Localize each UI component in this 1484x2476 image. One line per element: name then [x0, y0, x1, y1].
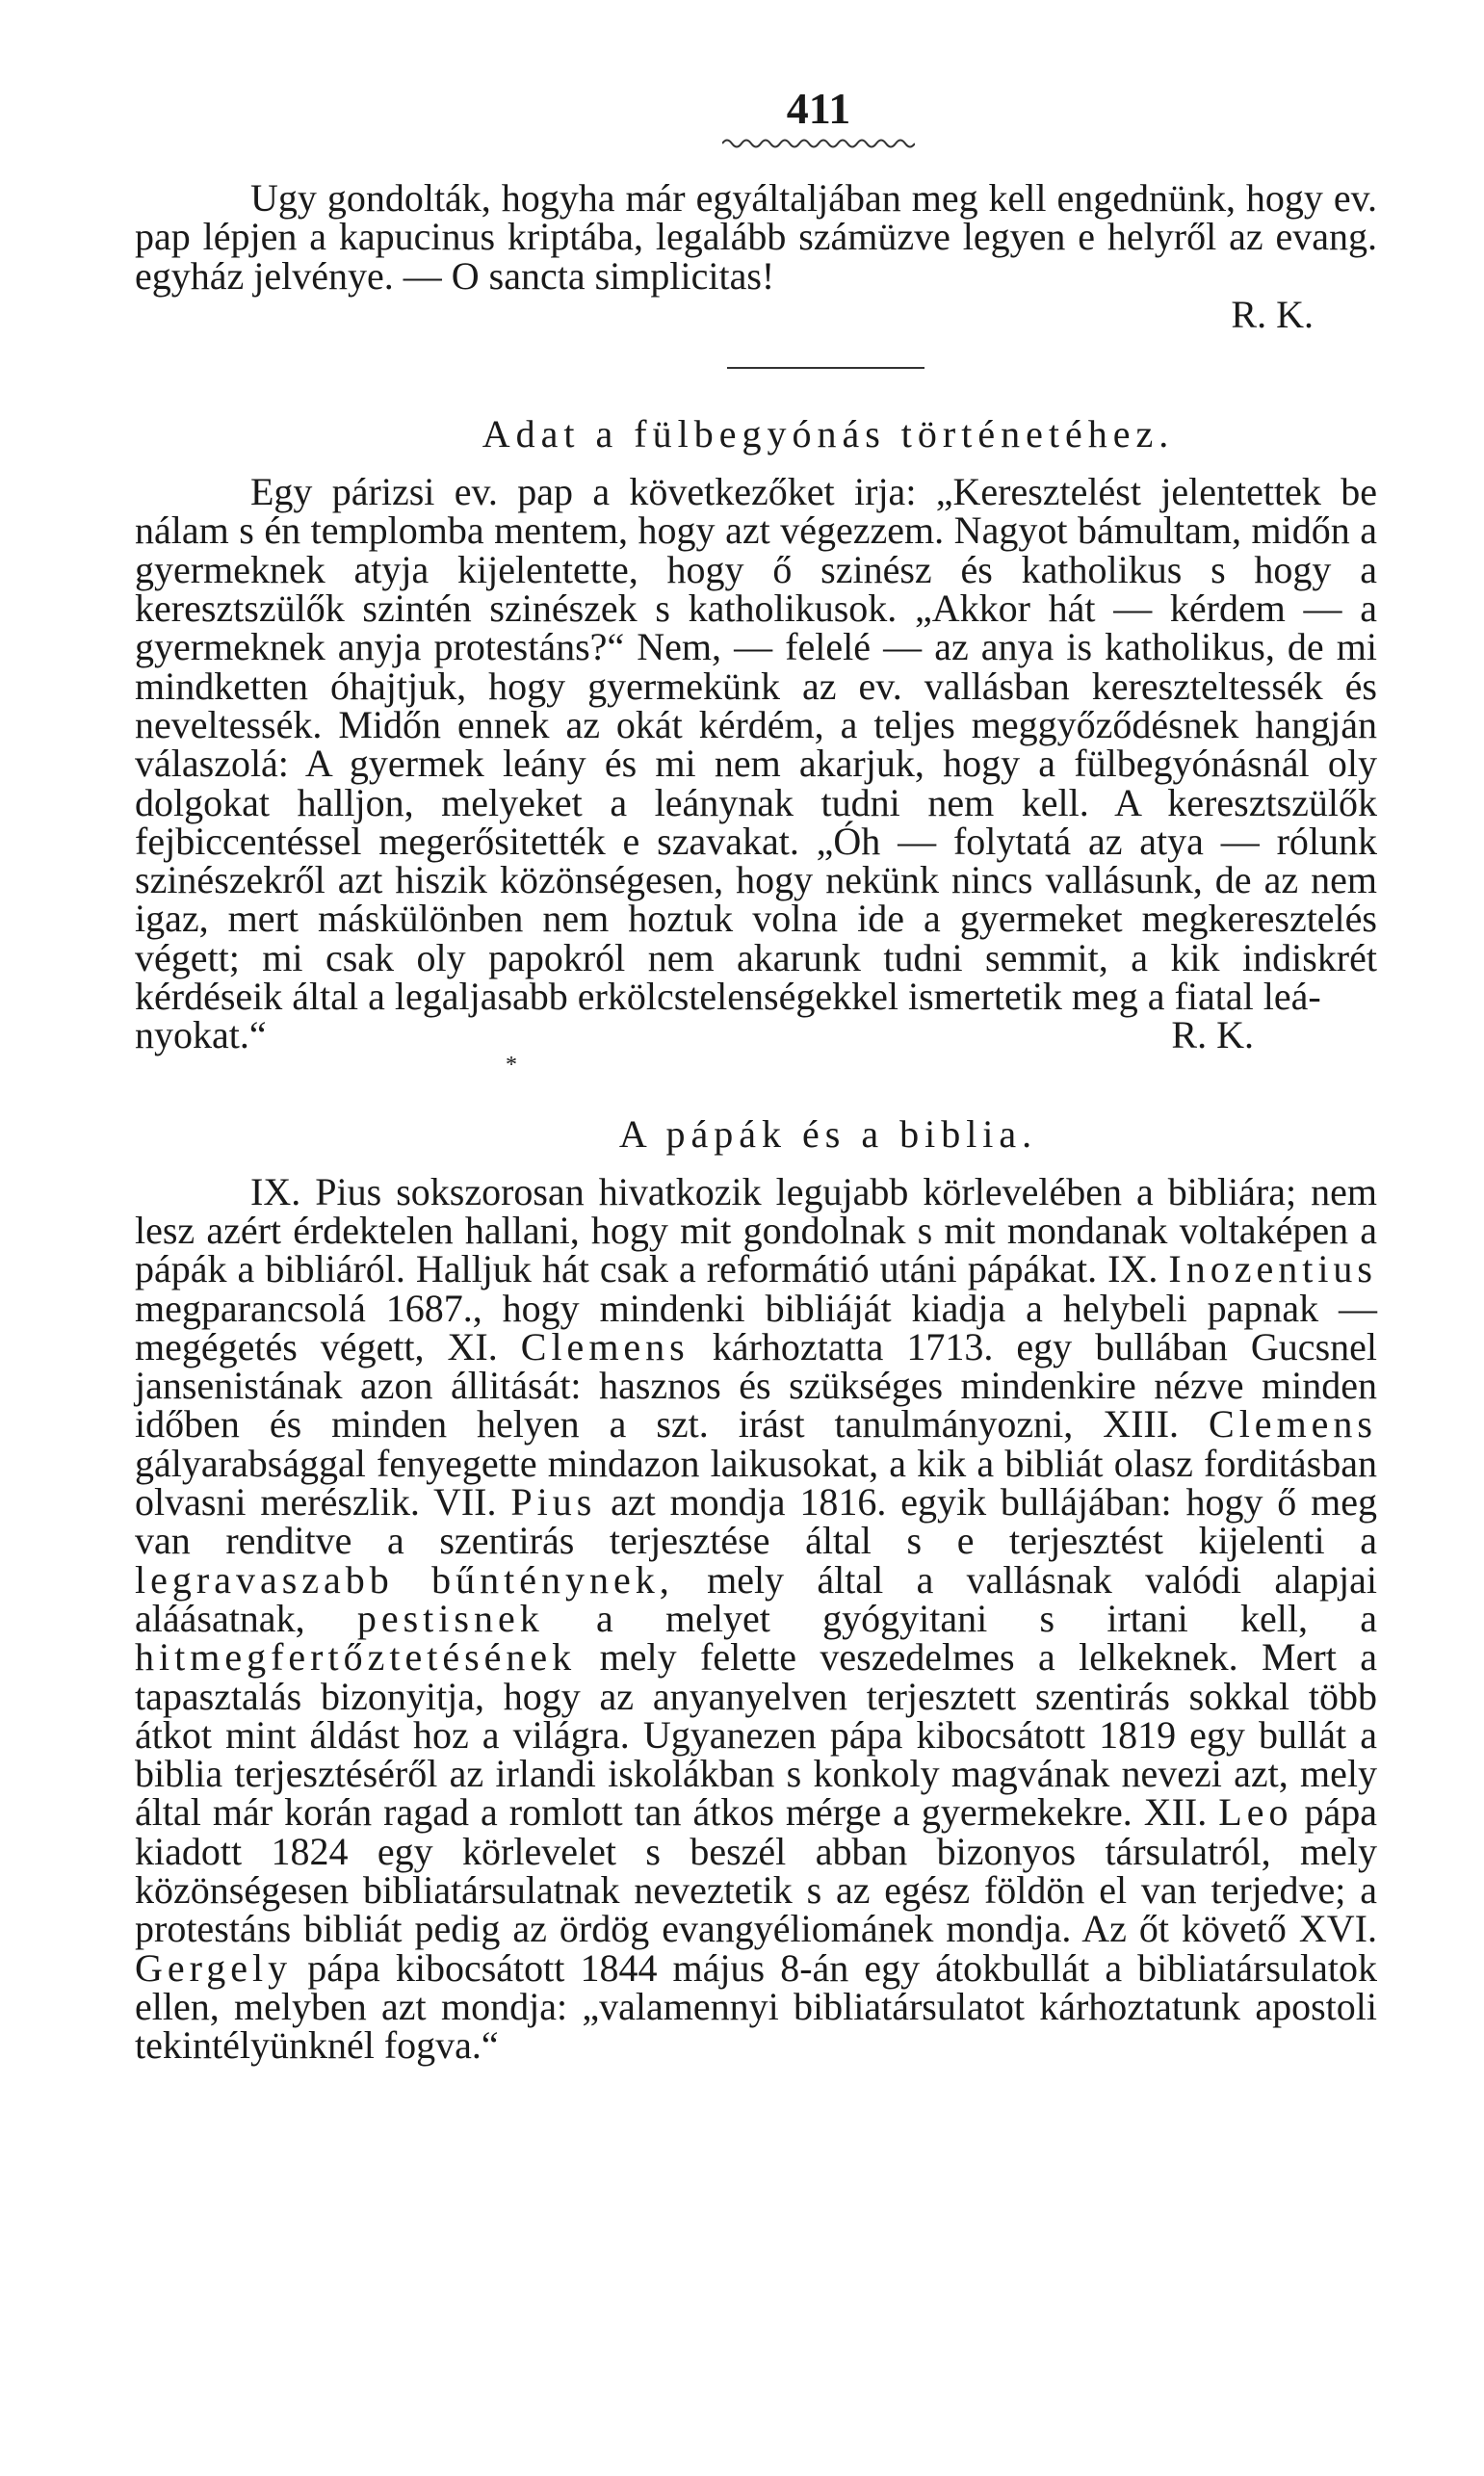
- spaced-name-clemens: Clemens: [1209, 1402, 1377, 1447]
- section2-paragraph: Egy párizsi ev. pap a következőket irja: „Keresztelést jelentettek be nálam s én templomba mentem, hogy azt végezzem. Nagyot bámultam, midőn a gyermeknek atyja kijelentette, hogy ő szinész és katholikus s hogy a keresztszülők szintén szinészek s katholikusok. „Akkor hát — kérdem — a gyermeknek anyja protestáns?“ Nem, — felelé — az anya is katholikus, de mi mindketten óhajtjuk, hogy gyermekünk az ev. vallásban kereszteltessék és neveltessék. Midőn ennek az okát kérdém, a teljes meggyőződésnek hangján válaszolá: A gyermek leány és mi nem akarjuk, hogy a fülbegyónásnál oly dolgokat halljon, melyeket a leánynak tudni nem kell. A keresztszülők fejbiccentéssel megerősitették e szavakat. „Óh — folytatá az atya — rólunk szinészekről azt hiszik közönségesen, hogy nekünk nincs vallásunk, de az nem igaz, mert máskülönben nem hoztuk volna ide a gyermeket megkeresztelés végett; mi csak oly papokról nem akarunk tudni semmit, a kik indiskrét kérdéseik által a legaljasabb erkölcstelenségekkel ismertetik meg a fiatal leá-: [135, 470, 1377, 1019]
- document-page: [135, 84, 1378, 2068]
- page-number: 411: [786, 84, 851, 133]
- section-divider: [727, 367, 924, 369]
- spaced-name-gergely: Gergely: [135, 1945, 293, 1990]
- text-run: pápa kibocsátott 1844 május 8-án egy átokbullát a bibliatársulatok ellen, melyben azt mondja: „valamennyi bibliatársulatot kárhoztatunk apostoli tekintélyünknél fogva.“: [135, 1945, 1377, 2068]
- text-run: a melyet gyógyitani s irtani kell, a: [543, 1596, 1378, 1640]
- spaced-name-clemens: Clemens: [520, 1324, 690, 1368]
- spaced-name-innocentius: Inozentius: [1168, 1247, 1377, 1291]
- text-run: mely által a vallásnak valódi alapjai aláásatnak,: [135, 1557, 1378, 1640]
- section2-closing-line: [135, 1013, 1377, 1057]
- text-run: pápa kiadott 1824 egy körlevelet s beszél abban bizonyos társulatról, mely közönségesen bibliatársulatnak neveztetik s az egész földön el van terjedve; a protestáns bibliát pedig az ördög evangyéliománek mondja. Az őt követő XVI.: [135, 1790, 1377, 1951]
- text-run: IX. Pius sokszorosan hivatkozik legujabb körlevelében a bibliára; nem lesz azért érdektelen hallani, hogy mit gondolnak s mit mondanak voltaképen a pápák a bibliáról. Halljuk hát csak a reformátió utáni pápákat. IX.: [135, 1169, 1377, 1291]
- section2-last-line: nyokat.“: [135, 1013, 267, 1057]
- section3-paragraph: [135, 1169, 1378, 2068]
- text-run: mely felette veszedelmes a lelkeknek. Mert a tapasztalás bizonyitja, hogy az anyanyelven terjesztett szentirás sokkal több átkot mint áldást hoz a világra. Ugyanezen pápa kibocsátott 1819 egy bullát a biblia terjesztéséről az irlandi iskolákban s konkoly magvának nevezi azt, mely által már korán ragad a romlott tan átkos mérge a gyermekekre. XII.: [135, 1635, 1377, 1835]
- spaced-emphasis: hitmegfertőztetésének: [135, 1635, 577, 1680]
- text-run: gályarabsággal fenyegette mindazon laikusokat, a kik a bibliát olasz forditásban olvasni merészlik. VII.: [135, 1441, 1377, 1525]
- section1-signature: R. K.: [1231, 292, 1314, 336]
- text-run: megparancsolá 1687., hogy mindenki bibliáját kiadja a helybeli papnak — megégetés végett, XI.: [135, 1286, 1377, 1368]
- spaced-emphasis: legravaszabb bűnténynek,: [135, 1557, 674, 1602]
- spaced-emphasis: pestisnek: [356, 1596, 544, 1640]
- text-run: azt mondja 1816. egyik bullájában: hogy ő meg van renditve a szentirás terjesztése által s e terjesztést kijelenti a: [135, 1480, 1377, 1563]
- text-run: kárhoztatta 1713. egy bullában Gucsnel jansenistának azon állitását: hasznos és szükséges mindenkire nézve minden időben és minden helyen a szt. irást tanulmányozni, XIII.: [135, 1324, 1377, 1447]
- spaced-name-leo: Leo: [1218, 1790, 1293, 1835]
- spaced-name-pius: Pius: [510, 1480, 597, 1525]
- asterisk-mark: *: [506, 1052, 517, 1078]
- wavy-underline-ornament: [722, 137, 915, 150]
- section1-paragraph: Ugy gondolták, hogyha már egyáltaljában meg kell engednünk, hogy ev. pap lépjen a kapucinus kriptába, legalább számüzve legyen e helyről az evang. egyház jelvénye. — O sancta simplicitas!: [135, 176, 1377, 298]
- section2-heading: Adat a fülbegyónás történetéhez.: [482, 412, 1175, 456]
- section2-signature: R. K.: [1171, 1013, 1254, 1057]
- section3-heading: A pápák és a biblia.: [618, 1111, 1038, 1156]
